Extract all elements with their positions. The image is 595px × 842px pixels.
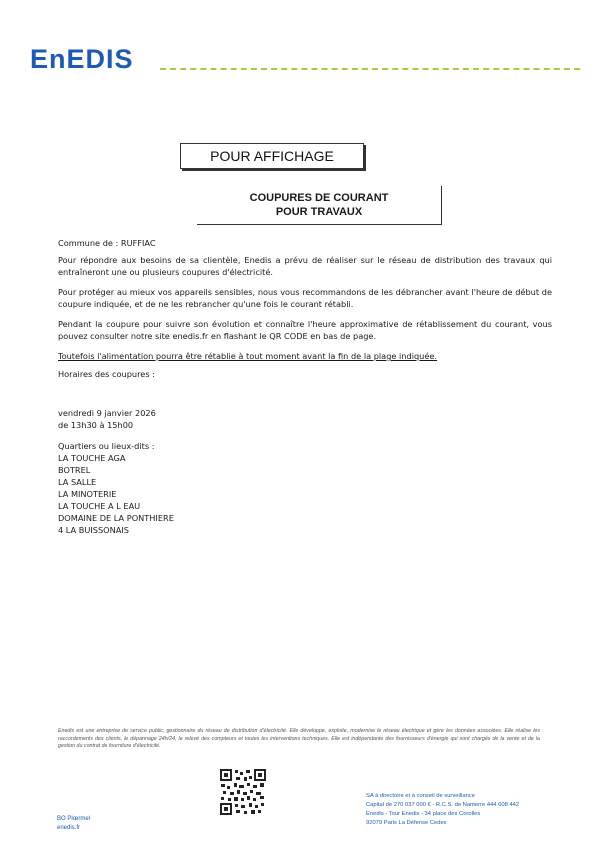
commune-text: Commune de : RUFFIAC: [58, 238, 156, 248]
footer-contact: [57, 815, 90, 833]
company-line: SA à directoire et à conseil de surveillance: [366, 793, 475, 799]
enedis-logo: EnEDIS: [30, 44, 134, 74]
paragraph-intro: Pour répondre aux besoins de sa clientèle, Enedis a prévu de réaliser sur le réseau de distribution des travaux qui entraîneront une ou plusieurs coupures d'électricité.: [58, 255, 552, 277]
company-line: 92079 Paris La Défense Cedex: [366, 820, 447, 826]
quartier-item: BOTREL: [58, 465, 91, 475]
quartier-item: LA TOUCHE A L EAU: [58, 501, 141, 511]
logo-dotted-line: [160, 68, 580, 70]
company-line: Capital de 270 037 000 € - R.C.S. de Nanterre 444 608 442: [366, 802, 520, 808]
footer-legal-note: Enedis est une entreprise de service public, gestionnaire du réseau de distribution d'électricité. Elle développe, exploite, modernise le réseau électrique et gère les données associées. Elle réalise les raccordements des clients, le dépannage 24h/24, le relevé des compteurs et toutes les interventions techniques. Elle est indépendante des fournisseurs d'énergie qui sont chargés de la vente et de la gestion du contrat de fourniture d'électricité.: [58, 728, 540, 749]
paragraph-appareils: Pour protéger au mieux vos appareils sensibles, nous vous recommandons de les débrancher avant l'heure de début de coupure indiquée, et de ne les rebrancher qu'une fois le courant rétabli.: [58, 287, 552, 309]
qr-code-icon[interactable]: [219, 768, 267, 816]
affichage-label: POUR AFFICHAGE: [210, 148, 334, 164]
horaires-label: Horaires des coupures :: [58, 369, 155, 379]
notice-title-line1: COUPURES DE COURANT: [249, 192, 389, 204]
quartier-item: LA TOUCHE AGA: [58, 453, 126, 463]
notice-title-box: [197, 186, 442, 225]
contact-website-link[interactable]: enedis.fr: [57, 825, 81, 831]
notice-body: [58, 237, 552, 536]
notice-title-line2: POUR TRAVAUX: [275, 206, 363, 218]
quartier-item: LA SALLE: [58, 477, 97, 487]
company-line: Enedis - Tour Enedis - 34 place des Corolles: [366, 811, 481, 817]
quartier-item: 4 LA BUISSONAIS: [58, 525, 129, 535]
quartier-item: LA MINOTERIE: [58, 489, 117, 499]
horaires-time: de 13h30 à 15h00: [58, 420, 134, 430]
quartier-item: DOMAINE DE LA PONTHIERE: [58, 513, 174, 523]
horaires-date: vendredi 9 janvier 2026: [58, 408, 156, 418]
footer-company-info: [366, 792, 519, 828]
pour-affichage-box: [180, 143, 364, 169]
paragraph-suivi: Pendant la coupure pour suivre son évolution et connaître l'heure approximative de rétablissement du courant, vous pouvez consulter notre site enedis.fr en flashant le QR CODE en bas de page.: [58, 319, 552, 341]
notice-underlined: Toutefois l'alimentation pourra être rétablie à tout moment avant la fin de la plage indiquée.: [58, 351, 438, 361]
quartiers-list: [58, 452, 552, 536]
contact-office: BO Plœrmel: [57, 816, 90, 822]
quartiers-label: Quartiers ou lieux-dits :: [58, 441, 155, 451]
